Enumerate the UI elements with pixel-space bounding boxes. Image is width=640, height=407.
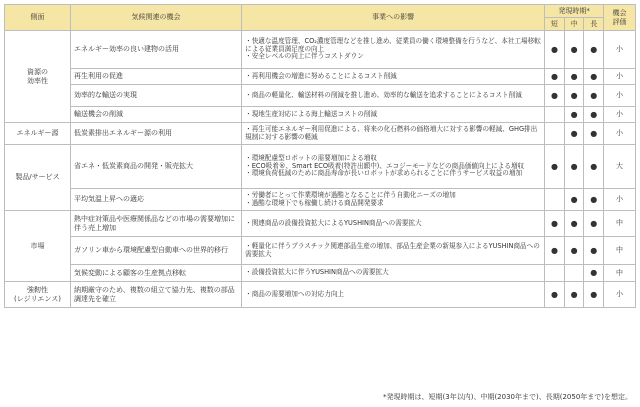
header-impact: 事業への影響 — [242, 5, 545, 31]
evaluation-cell: 小 — [603, 282, 635, 308]
impact-line: ・安全レベルの向上に伴うコストダウン — [245, 52, 364, 61]
evaluation-cell: 小 — [603, 189, 635, 211]
timing-mid-cell: ● — [564, 189, 584, 211]
table-row — [5, 85, 636, 107]
impact-cell — [242, 31, 545, 69]
timing-long-cell: ● — [584, 211, 604, 237]
evaluation-cell: 小 — [603, 107, 635, 123]
table-body — [5, 31, 636, 308]
footnote: *発現時期は、短期(3年以内)、中期(2030年まで)、長期(2050年まで)を想定。 — [383, 393, 632, 401]
evaluation-cell: 大 — [603, 145, 635, 189]
table-row — [5, 189, 636, 211]
evaluation-cell: 中 — [603, 237, 635, 265]
side-cell: 強靭性 (レジリエンス) — [5, 282, 71, 308]
header-short: 短 — [545, 18, 565, 31]
impact-line: ・設備投資拡大に伴うYUSHIN商品への需要拡大 — [245, 268, 389, 277]
table-row — [5, 211, 636, 237]
impact-line: ・ECO吸着®、Smart ECO吸着(特許出願中)、エコジーモードなどの商品価値向上による増収 — [245, 161, 525, 170]
opportunity-cell: 低炭素排出エネルギー源の利用 — [70, 123, 241, 145]
timing-short-cell: ● — [545, 211, 565, 237]
impact-cell — [242, 69, 545, 85]
impact-line: ・再利用機会の増進に努めることによるコスト削減 — [245, 71, 397, 80]
timing-mid-cell: ● — [564, 211, 584, 237]
table-row — [5, 145, 636, 189]
impact-cell — [242, 145, 545, 189]
impact-cell — [242, 189, 545, 211]
timing-short-cell — [545, 107, 565, 123]
impact-line: ・再生可能エネルギー利用促進による、将来の化石燃料の価格増大に対する影響の軽減、GHG排出規制に対する影響の軽減 — [245, 124, 538, 141]
header-long: 長 — [584, 18, 604, 31]
impact-line: ・環境配慮型ロボットの需要増加による増収 — [245, 153, 377, 162]
timing-long-cell: ● — [584, 237, 604, 265]
impact-line: ・労働者にとって作業環境が過酷となることに伴う自動化ニーズの増加 — [245, 190, 456, 199]
timing-short-cell: ● — [545, 237, 565, 265]
evaluation-cell: 小 — [603, 69, 635, 85]
opportunity-cell: 気候変動による顧客の生産拠点移転 — [70, 265, 241, 282]
timing-short-cell: ● — [545, 69, 565, 85]
opportunity-cell: 納期厳守のため、複数の組立て協力先、複数の部品調達先を確立 — [70, 282, 241, 308]
evaluation-cell: 小 — [603, 123, 635, 145]
impact-cell — [242, 123, 545, 145]
impact-cell — [242, 85, 545, 107]
opportunity-cell: 効率的な輸送の実現 — [70, 85, 241, 107]
impact-line: ・商品の軽量化、輸送材料の削減を推し進め、効率的な輸送を追求することによるコスト削減 — [245, 90, 522, 99]
impact-line: ・快適な温度管理、CO₂濃度管理などを推し進め、従業員の働く環境整備を行うなど、本社工場移転による従業員満足度の向上 — [245, 36, 541, 53]
table-row — [5, 69, 636, 85]
opportunity-cell: エネルギー効率の良い建物の活用 — [70, 31, 241, 69]
evaluation-cell: 小 — [603, 85, 635, 107]
timing-long-cell: ● — [584, 189, 604, 211]
evaluation-cell: 中 — [603, 211, 635, 237]
header-evaluation: 機会 評価 — [603, 5, 635, 31]
timing-short-cell: ● — [545, 85, 565, 107]
header-side: 側面 — [5, 5, 71, 31]
side-cell: 製品/サービス — [5, 145, 71, 211]
side-cell: 市場 — [5, 211, 71, 282]
impact-cell — [242, 107, 545, 123]
impact-line: ・関連商品の設備投資拡大によるYUSHIN商品への需要拡大 — [245, 218, 422, 227]
impact-cell — [242, 265, 545, 282]
timing-long-cell: ● — [584, 123, 604, 145]
timing-long-cell: ● — [584, 85, 604, 107]
impact-cell — [242, 282, 545, 308]
impact-line: ・過酷な環境下でも稼働し続ける商品開発要求 — [245, 198, 384, 207]
timing-long-cell: ● — [584, 107, 604, 123]
opportunity-table — [4, 4, 636, 308]
timing-mid-cell: ● — [564, 31, 584, 69]
timing-mid-cell: ● — [564, 145, 584, 189]
impact-line: ・軽量化に伴うプラスチック関連部品生産の増加、部品生産企業の新規参入によるYUSHIN商品への需要拡大 — [245, 241, 540, 258]
timing-short-cell — [545, 265, 565, 282]
table-row — [5, 31, 636, 69]
timing-mid-cell: ● — [564, 282, 584, 308]
impact-cell — [242, 211, 545, 237]
table-row — [5, 107, 636, 123]
evaluation-cell: 中 — [603, 265, 635, 282]
header-mid: 中 — [564, 18, 584, 31]
impact-line: ・現地生産対応による海上輸送コストの削減 — [245, 109, 377, 118]
header-opportunity: 気候関連の機会 — [70, 5, 241, 31]
opportunity-cell: 再生利用の促進 — [70, 69, 241, 85]
timing-short-cell: ● — [545, 282, 565, 308]
timing-long-cell: ● — [584, 69, 604, 85]
timing-long-cell: ● — [584, 282, 604, 308]
opportunity-cell: ガソリン車から環境配慮型自動車への世界的移行 — [70, 237, 241, 265]
opportunity-cell: 省エネ・低炭素商品の開発・販売拡大 — [70, 145, 241, 189]
opportunity-cell: 平均気温上昇への適応 — [70, 189, 241, 211]
timing-long-cell: ● — [584, 31, 604, 69]
timing-mid-cell: ● — [564, 107, 584, 123]
impact-line: ・商品の需要増加への対応力向上 — [245, 289, 345, 298]
table-row — [5, 282, 636, 308]
opportunity-cell: 熱中症対策品や医療関係品などの市場の需要増加に伴う売上増加 — [70, 211, 241, 237]
evaluation-cell: 小 — [603, 31, 635, 69]
impact-line: ・環境負荷低減のために商品寿命が長いロボットが求められることに伴うサービス収益の増加 — [245, 169, 523, 178]
side-cell: 資源の 効率性 — [5, 31, 71, 123]
timing-short-cell — [545, 189, 565, 211]
timing-mid-cell: ● — [564, 69, 584, 85]
opportunity-cell: 輸送機会の削減 — [70, 107, 241, 123]
side-cell: エネルギー源 — [5, 123, 71, 145]
timing-short-cell — [545, 123, 565, 145]
timing-short-cell: ● — [545, 31, 565, 69]
table-row — [5, 123, 636, 145]
timing-mid-cell: ● — [564, 237, 584, 265]
table-row — [5, 265, 636, 282]
timing-long-cell: ● — [584, 145, 604, 189]
table-row — [5, 237, 636, 265]
timing-mid-cell: ● — [564, 123, 584, 145]
timing-short-cell: ● — [545, 145, 565, 189]
header-timing: 発現時期* — [545, 5, 604, 18]
impact-cell — [242, 237, 545, 265]
timing-mid-cell: ● — [564, 85, 584, 107]
timing-long-cell: ● — [584, 265, 604, 282]
timing-mid-cell — [564, 265, 584, 282]
